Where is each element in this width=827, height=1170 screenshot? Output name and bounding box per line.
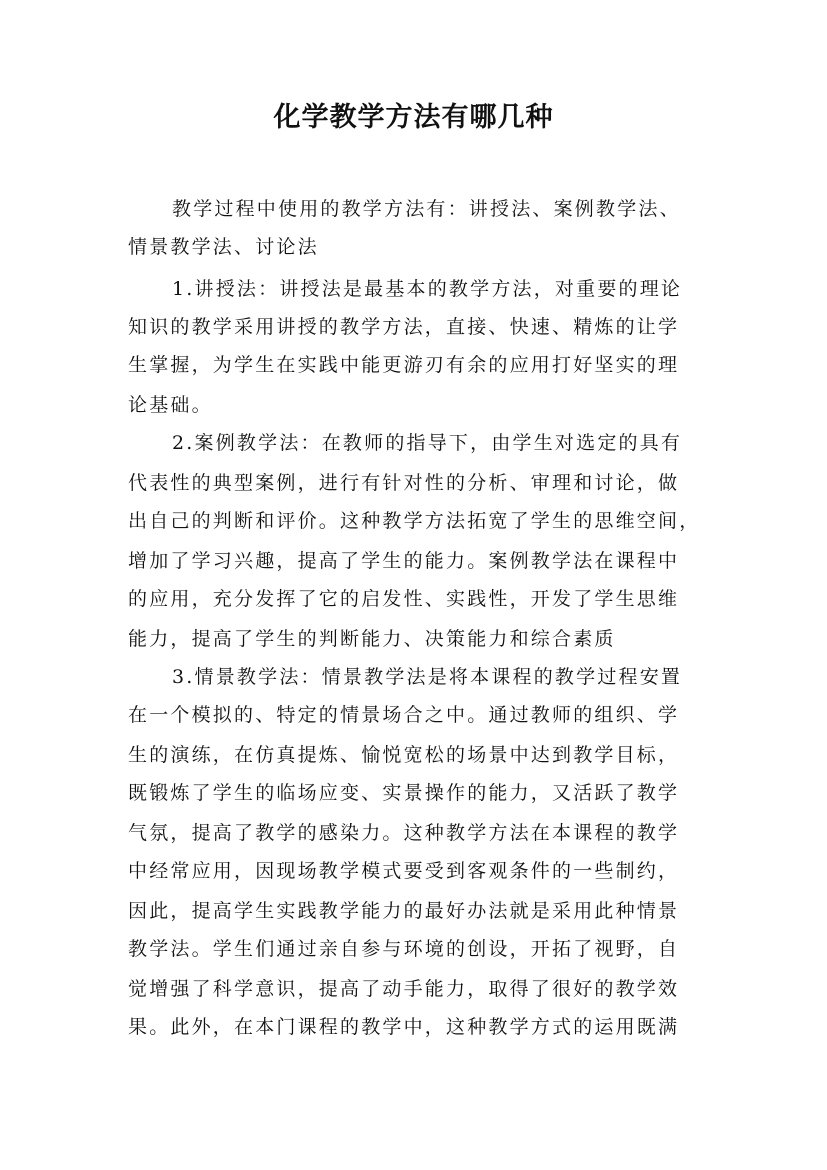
paragraph-scenario-line: 中经常应用，因现场教学模式要受到客观条件的一些制约， (128, 860, 680, 882)
paragraph-scenario-line: 在一个模拟的、特定的情景场合之中。通过教师的组织、学 (128, 704, 680, 726)
paragraph-scenario-line: 3.情景教学法：情景教学法是将本课程的教学过程安置 (172, 666, 683, 688)
paragraph-case-line: 增加了学习兴趣，提高了学生的能力。案例教学法在课程中 (128, 550, 680, 572)
paragraph-case-line: 代表性的典型案例，进行有针对性的分析、审理和讨论，做 (128, 472, 680, 494)
paragraph-scenario-line: 教学法。学生们通过亲自参与环境的创设，开拓了视野，自 (128, 938, 680, 960)
paragraph-lecture-line: 知识的教学采用讲授的教学方法，直接、快速、精炼的让学 (128, 316, 680, 338)
paragraph-lecture-line: 1.讲授法：讲授法是最基本的教学方法，对重要的理论 (172, 278, 683, 300)
paragraph-lecture-line: 生掌握，为学生在实践中能更游刃有余的应用打好坚实的理 (128, 354, 680, 376)
document-title: 化学教学方法有哪几种 (273, 102, 554, 133)
paragraph-case-line: 2.案例教学法：在教师的指导下，由学生对选定的具有 (172, 432, 683, 454)
paragraph-scenario-line: 觉增强了科学意识，提高了动手能力，取得了很好的教学效 (128, 978, 680, 1000)
paragraph-scenario-line: 既锻炼了学生的临场应变、实景操作的能力，又活跃了教学 (128, 782, 680, 804)
paragraph-intro-line: 教学过程中使用的教学方法有：讲授法、案例教学法、 (172, 198, 681, 220)
paragraph-scenario-line: 因此，提高学生实践教学能力的最好办法就是采用此种情景 (128, 900, 680, 922)
paragraph-intro-line: 情景教学法、讨论法 (128, 236, 319, 258)
paragraph-scenario-line: 果。此外，在本门课程的教学中，这种教学方式的运用既满 (128, 1016, 680, 1038)
paragraph-lecture-line: 论基础。 (128, 394, 213, 416)
paragraph-scenario-line: 气氛，提高了教学的感染力。这种教学方法在本课程的教学 (128, 822, 680, 844)
paragraph-case-line: 的应用，充分发挥了它的启发性、实践性，开发了学生思维 (128, 588, 680, 610)
paragraph-scenario-line: 生的演练，在仿真提炼、愉悦宽松的场景中达到教学目标， (128, 744, 680, 766)
paragraph-case-line: 出自己的判断和评价。这种教学方法拓宽了学生的思维空间， (128, 510, 701, 532)
paragraph-case-line: 能力，提高了学生的判断能力、决策能力和综合素质 (128, 628, 616, 650)
